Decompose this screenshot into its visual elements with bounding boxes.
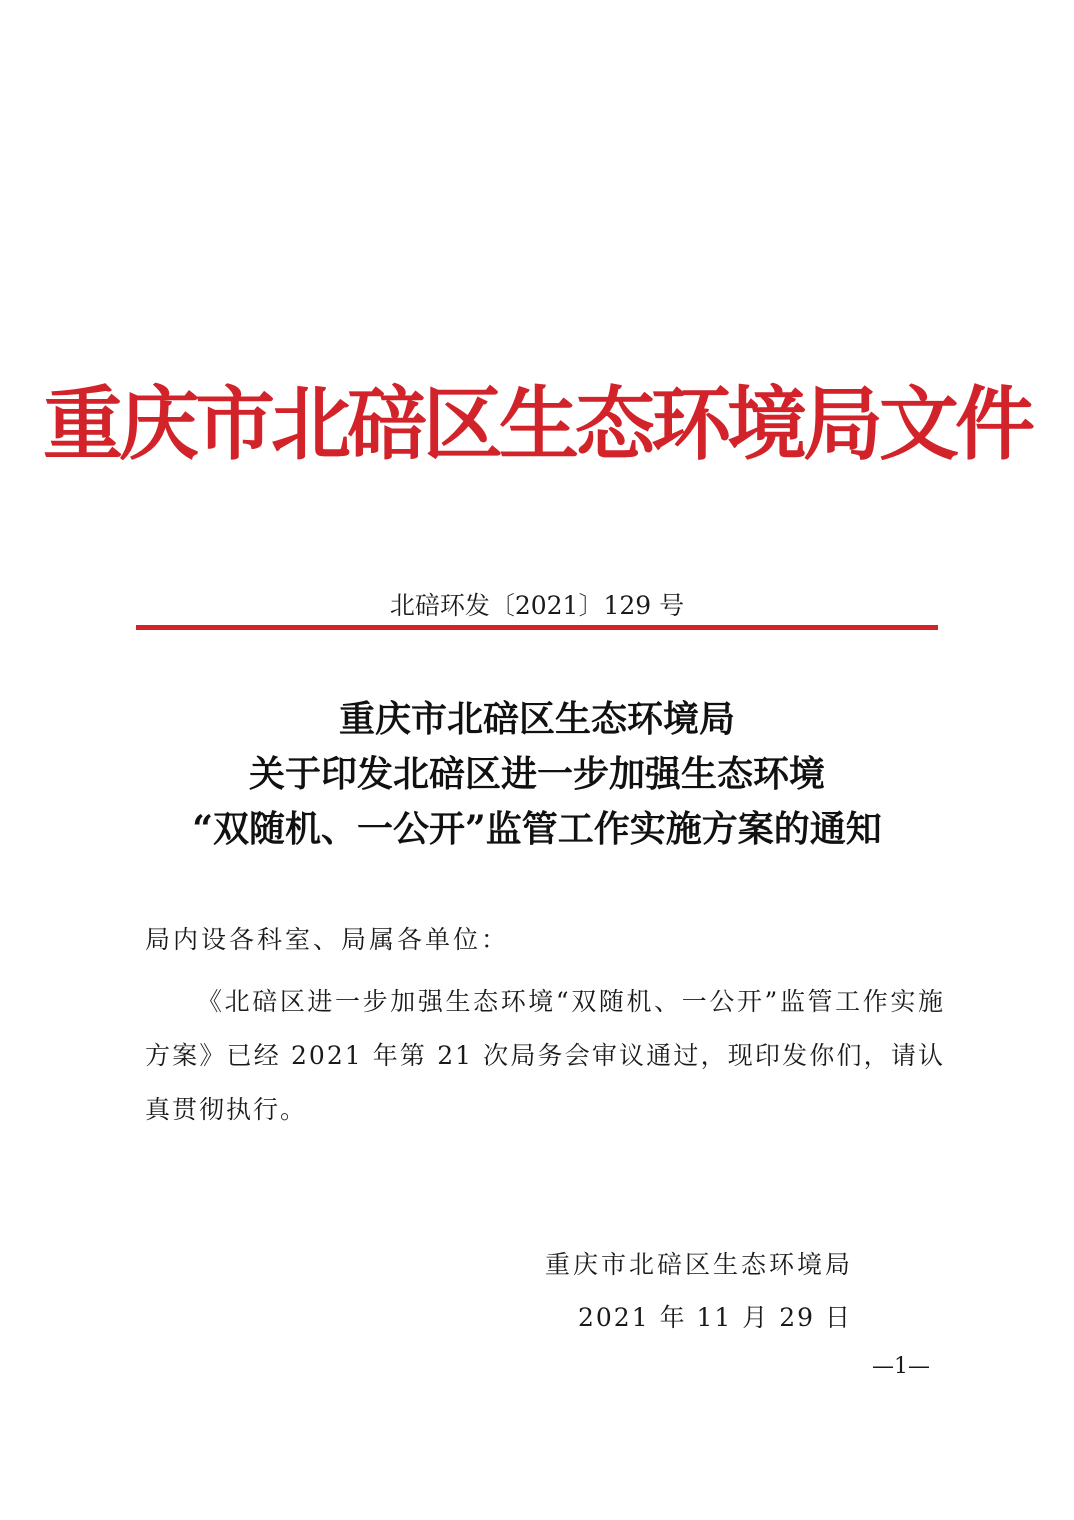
document-number: 北碚环发〔2021〕129 号	[389, 591, 685, 620]
red-separator-line	[136, 625, 938, 630]
notice-title-line-2: 关于印发北碚区进一步加强生态环境	[248, 753, 825, 795]
signing-organization: 重庆市北碚区生态环境局	[545, 1250, 854, 1279]
signing-date: 2021 年 11 月 29 日	[578, 1303, 852, 1332]
salutation: 局内设各科室、局属各单位：	[145, 925, 510, 954]
body-paragraph: 《北碚区进一步加强生态环境“双随机、一公开”监管工作实施方案》已经 2021 年第 21 次局务会审议通过，现印发你们，请认真贯彻执行。	[145, 987, 945, 1124]
notice-title-line-3: “双随机、一公开”监管工作实施方案的通知	[192, 808, 882, 850]
notice-title-line-1: 重庆市北碚区生态环境局	[338, 698, 735, 740]
document-header-title: 重庆市北碚区生态环境局文件	[43, 378, 1031, 471]
notice-title	[0, 692, 1074, 857]
page-number: —1—	[872, 1354, 930, 1379]
